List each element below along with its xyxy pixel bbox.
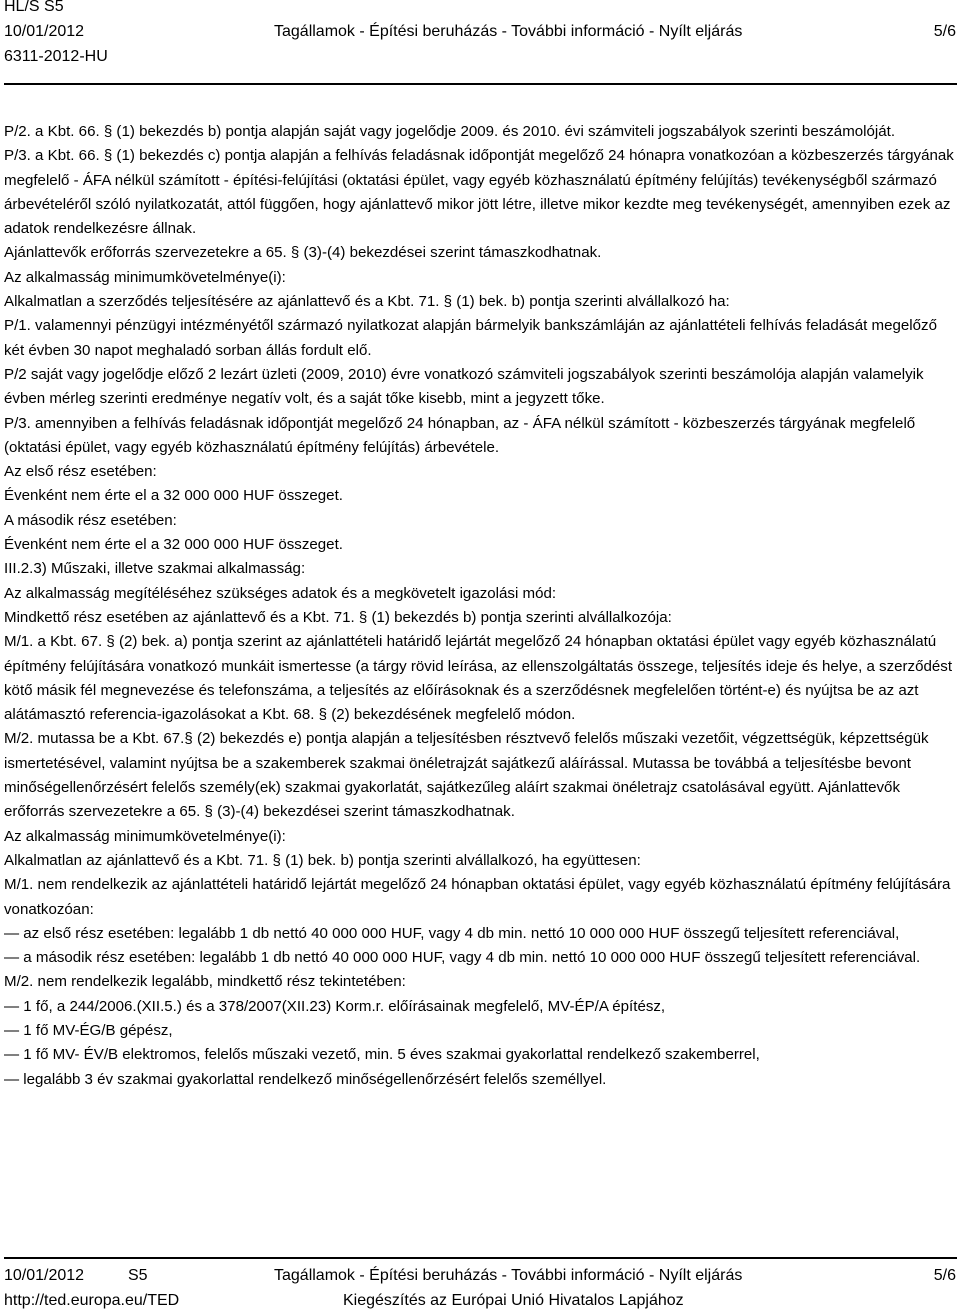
header-title: Tagállamok - Építési beruházás - További információ - Nyílt eljárás <box>274 23 743 40</box>
dash-list-item: — legalább 3 év szakmai gyakorlattal rendelkező minőségellenőrzésért felelős személlyel. <box>4 1070 607 1088</box>
document-body <box>4 120 956 1092</box>
footer-divider <box>4 1257 957 1259</box>
dash-list-item: — az első rész esetében: legalább 1 db nettó 40 000 000 HUF, vagy 4 db min. nettó 10 000 000 HUF összegű teljesített referenciával, <box>4 924 900 942</box>
header-date: 10/01/2012 <box>4 23 85 40</box>
dash-list-item: — a második rész esetében: legalább 1 db nettó 40 000 000 HUF, vagy 4 db min. nettó 10 000 000 HUF összegű teljesített referenciával. <box>4 949 921 967</box>
body-paragraph: Ajánlattevők erőforrás szervezetekre a 65. § (3)-(4) bekezdései szerint támaszkodhatnak. <box>4 244 602 262</box>
body-paragraph: M/2. nem rendelkezik legalább, mindkettő rész tekintetében: <box>4 973 406 991</box>
footer-series: S5 <box>128 1267 148 1284</box>
dash-list-item: — 1 fő MV- ÉV/B elektromos, felelős műszaki vezető, min. 5 éves szakmai gyakorlattal rendelkező szakemberrel, <box>4 1046 760 1064</box>
footer-url: http://ted.europa.eu/TED <box>4 1292 180 1309</box>
header-doc-type: HL/S S5 <box>4 0 64 15</box>
body-paragraph: A második rész esetében: <box>4 511 177 529</box>
dash-list-item: — 1 fő MV-ÉG/B gépész, <box>4 1021 173 1039</box>
body-paragraph: Alkalmatlan a szerződés teljesítésére az ajánlattevő és a Kbt. 71. § (1) bek. b) pontja szerinti alvállalkozó ha: <box>4 293 730 311</box>
header-doc-number: 6311-2012-HU <box>4 48 108 65</box>
body-paragraph: P/1. valamennyi pénzügyi intézményétől származó nyilatkozat alapján bármelyik bankszámláján az ajánlattételi felhívás feladását megelőző két évben 30 napot meghaladó sorban állás fordult elő. <box>4 317 937 359</box>
footer-title: Tagállamok - Építési beruházás - További információ - Nyílt eljárás <box>274 1267 743 1284</box>
body-paragraph: M/1. a Kbt. 67. § (2) bek. a) pontja szerint az ajánlattételi határidő lejártát megelőző 24 hónapban oktatási épület vagy egyéb közhasználatú építmény felújítására vonatkozó munkáit ismertesse (a tárgy rövid leírása, az ellenszolgáltatás összege, teljesítés ideje és helye, a szerződést kötő másik fél megnevezése és telefonszáma, a teljesítés az előírásoknak és a szerződésnek megfelelően történt-e) és nyújtsa be az azt alátámasztó referencia-igazolásokat a Kbt. 68. § (2) bekezdésének megfelelő módon. <box>4 633 953 724</box>
body-paragraph: Az alkalmasság megítéléséhez szükséges adatok és a megkövetelt igazolási mód: <box>4 584 557 602</box>
body-paragraph: P/3. a Kbt. 66. § (1) bekezdés c) pontja alapján a felhívás feladásnak időpontját megelőző 24 hónapra vonatkozóan a közbeszerzés tárgyának megfelelő - ÁFA nélkül számított - építési-felújítási (oktatási épület, vagy egyéb közhasználatú építmény felújítás) tevékenységből származó árbevételéről szóló nyilatkozatát, attól függően, hogy ajánlattevő mikor jött létre, illetve mikor kezdte meg tevékenységét, amennyiben ezek az adatok rendelkezésre állnak. <box>4 147 954 238</box>
section-heading: III.2.3) Műszaki, illetve szakmai alkalmasság: <box>4 560 306 578</box>
body-paragraph: P/2. a Kbt. 66. § (1) bekezdés b) pontja alapján saját vagy jogelődje 2009. és 2010. évi számviteli jogszabályok szerinti beszámolóját. <box>4 123 896 140</box>
body-paragraph: Az első rész esetében: <box>4 463 157 481</box>
footer-publisher: Kiegészítés az Európai Unió Hivatalos Lapjához <box>343 1292 684 1309</box>
body-paragraph: Mindkettő rész esetében az ajánlattevő és a Kbt. 71. § (1) bekezdés b) pontja szerinti alvállalkozója: <box>4 608 672 626</box>
header-divider <box>4 83 957 85</box>
body-paragraph: M/2. mutassa be a Kbt. 67.§ (2) bekezdés e) pontja alapján a teljesítésben résztvevő felelős műszaki vezetőit, végzettségük, képzettségük ismertetésével, valamint nyújtsa be a szakemberek szakmai önéletrajzát sajátkezű aláírással. Mutassa be továbbá a teljesítésbe bevont minőségellenőrzésért felelős személy(ek) szakmai gyakorlatát, sajátkezűleg aláírt szakmai önéletrajz csatolásával együtt. Ajánlattevők erőforrás szervezetekre a 65. § (3)-(4) bekezdései szerint támaszkodhatnak. <box>4 730 929 821</box>
body-paragraph: P/3. amennyiben a felhívás feladásnak időpontját megelőző 24 hónapban, az - ÁFA nélkül számított - közbeszerzés tárgyának megfelelő (oktatási épület, vagy egyéb közhasználatú építmény felújítás) árbevétele. <box>4 414 916 456</box>
footer-page-number: 5/6 <box>933 1267 956 1284</box>
body-paragraph: Az alkalmasság minimumkövetelménye(i): <box>4 268 286 286</box>
body-paragraph: M/1. nem rendelkezik az ajánlattételi határidő lejártát megelőző 24 hónapban oktatási épület, vagy egyéb közhasználatú építmény felújítására vonatkozóan: <box>4 876 951 918</box>
body-paragraph: Alkalmatlan az ajánlattevő és a Kbt. 71. § (1) bek. b) pontja szerinti alvállalkozó, ha együttesen: <box>4 851 641 869</box>
header-page-number: 5/6 <box>933 23 956 40</box>
body-paragraph: Évenként nem érte el a 32 000 000 HUF összeget. <box>4 487 343 505</box>
body-paragraph: Az alkalmasság minimumkövetelménye(i): <box>4 827 286 845</box>
body-paragraph: Évenként nem érte el a 32 000 000 HUF összeget. <box>4 536 343 554</box>
dash-list-item: — 1 fő, a 244/2006.(XII.5.) és a 378/2007(XII.23) Korm.r. előírásainak megfelelő, MV-ÉP/A építész, <box>4 997 666 1015</box>
footer-date: 10/01/2012 <box>4 1267 85 1284</box>
body-paragraph: P/2 saját vagy jogelődje előző 2 lezárt üzleti (2009, 2010) évre vonatkozó számviteli jogszabályok szerinti beszámolója alapján valamelyik évben mérleg szerinti eredménye negatív volt, és a saját tőke kisebb, mint a jegyzett tőke. <box>4 365 924 408</box>
